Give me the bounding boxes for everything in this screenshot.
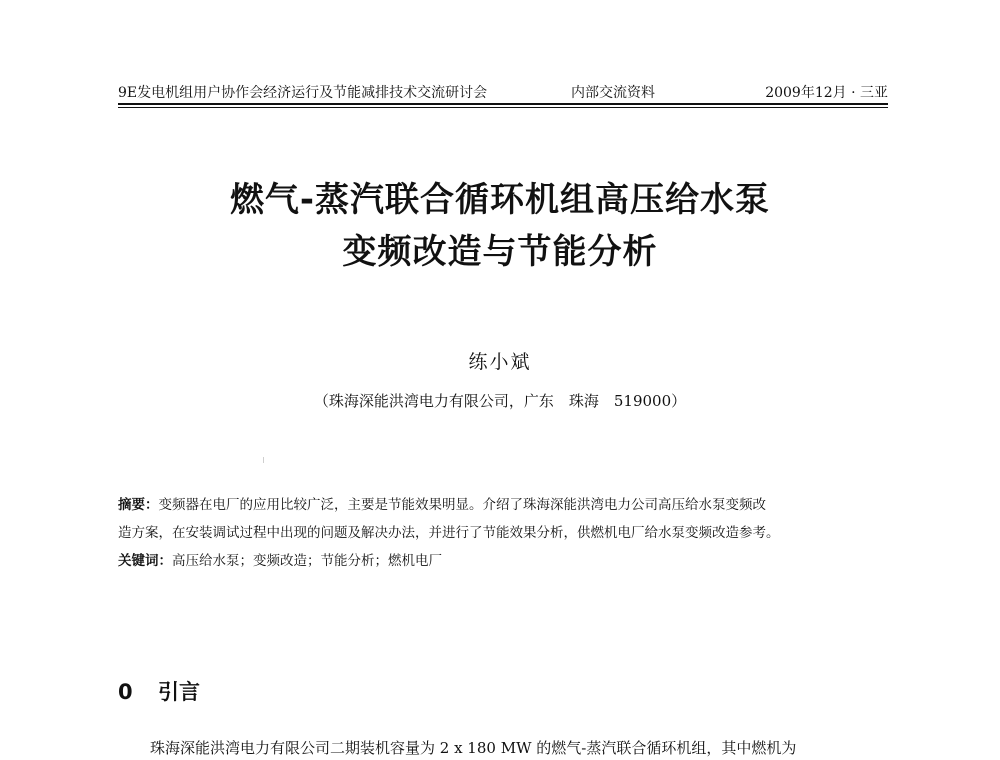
body-paragraph: 珠海深能洪湾电力有限公司二期装机容量为 2 x 180 MW 的燃气-蒸汽联合循环机组，其中燃机为 [150,739,797,757]
abstract-text-1: 变频器在电厂的应用比较广泛，主要是节能效果明显。介绍了珠海深能洪湾电力公司高压给水泵变频改 [158,497,766,513]
running-header [118,78,888,104]
scan-artifact [263,457,264,463]
keywords-text: 高压给水泵；变频改造；节能分析；燃机电厂 [172,553,442,569]
header-rule-thin [118,107,888,108]
abstract-block [118,491,890,575]
section-title: 引言 [158,680,200,704]
abstract-label: 摘要： [118,497,159,513]
header-date-location: 2009年12月 · 三亚 [765,85,888,101]
section-heading-introduction [118,676,200,706]
author-name: 练小斌 [468,351,532,373]
header-internal-material: 内部交流资料 [571,85,655,101]
keywords-line [118,547,890,575]
paper-title-line-1: 燃气-蒸汽联合循环机组高压给水泵 [229,180,771,220]
section-number: 0 [118,680,133,704]
keywords-label: 关键词： [118,553,172,569]
header-rule-thick [118,103,888,105]
author-affiliation: （珠海深能洪湾电力有限公司，广东 珠海 519000） [313,392,687,410]
paper-title-line-2: 变频改造与节能分析 [342,232,658,272]
header-conference-name: 9E发电机组用户协作会经济运行及节能减排技术交流研讨会 [118,85,488,101]
abstract-line-1 [118,491,890,519]
abstract-line-2: 造方案，在安装调试过程中出现的问题及解决办法，并进行了节能效果分析，供燃机电厂给水泵变频改造参考。 [118,525,780,541]
